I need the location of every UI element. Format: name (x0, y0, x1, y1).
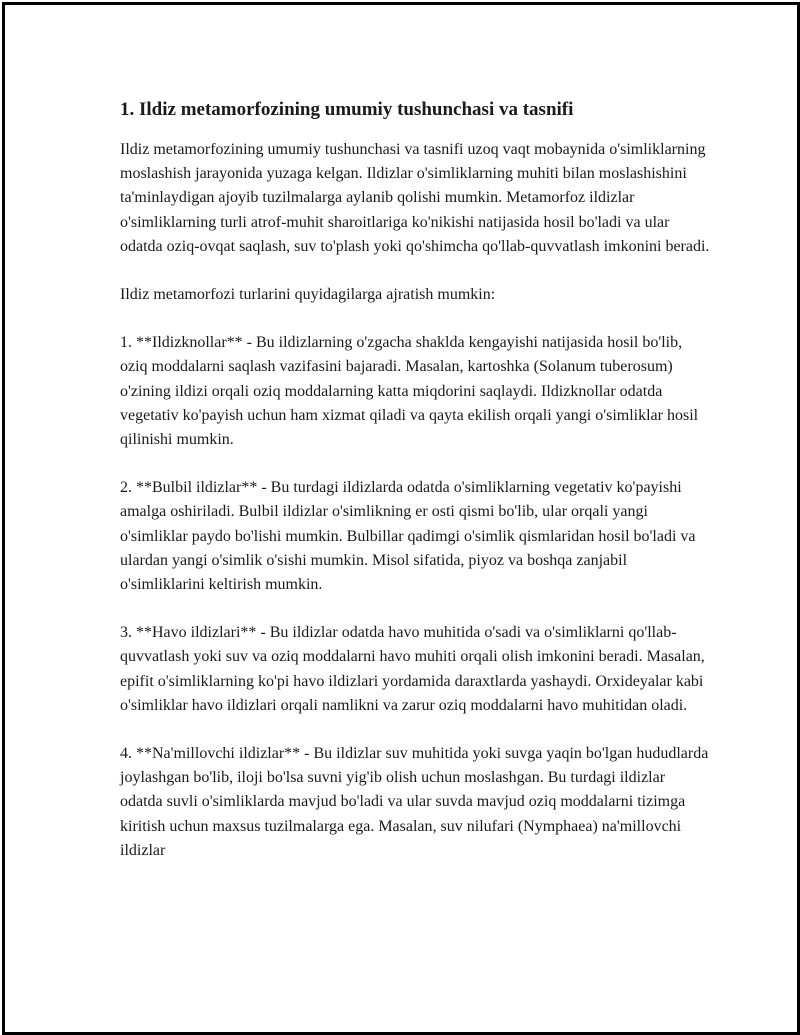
paragraph-intro: Ildiz metamorfozining umumiy tushunchasi va tasnifi uzoq vaqt mobaynida o'simliklarning moslashish jarayonida yuzaga kelgan. Ildizlar o'simliklarning muhiti bilan moslashishini ta'minlaydigan ajoyib tuzilmalarga aylanib qolishi mumkin. Metamorfoz ildizlar o'simliklarning turli atrof-muhit sharoitlariga ko'nikishi natijasida hosil bo'ladi va ular odatda oziq-ovqat saqlash, suv to'plash yoki qo'shimcha qo'llab-quvvatlash imkonini beradi. (120, 141, 710, 255)
document-body (120, 97, 710, 887)
page-frame (2, 2, 800, 1035)
paragraph-moisture-roots: 4. **Na'millovchi ildizlar** - Bu ildizlar suv muhitida yoki suvga yaqin bo'lgan hududlarda joylashgan bo'lib, iloji bo'lsa suvni yig'ib olish uchun moslashgan. Bu turdagi ildizlar odatda suvli o'simliklarda mavjud bo'ladi va ular suvda mavjud oziq moddalarni tizimga kiritish uchun maxsus tuzilmalarga ega. Masalan, suv nilufari (Nymphaea) na'millovchi ildizlar (120, 745, 709, 859)
paragraph-aerial-roots: 3. **Havo ildizlari** - Bu ildizlar odatda havo muhitida o'sadi va o'simliklarni qo'llab-quvvatlash yoki suv va oziq moddalarni havo muhiti orqali olish imkonini beradi. Masalan, epifit o'simliklarning ko'pi havo ildizlari yordamida daraxtlarda yashaydi. Orxideyalar kabi o'simliklar havo ildizlari orqali namlikni va zarur oziq moddalarni havo muhitidan oladi. (120, 624, 705, 714)
paragraph-tuberous-roots: 1. **Ildizknollar** - Bu ildizlarning o'zgacha shaklda kengayishi natijasida hosil bo'lib, oziq moddalarni saqlash vazifasini bajaradi. Masalan, kartoshka (Solanum tuberosum) o'zining ildizi orqali oziq moddalarning katta miqdorini saqlaydi. Ildizknollar odatda vegetativ ko'payish uchun ham xizmat qiladi va qayta ekilish orqali yangi o'simliklar hosil qilinishi mumkin. (120, 334, 699, 449)
paragraph-types-lead: Ildiz metamorfozi turlarini quyidagilarga ajratish mumkin: (120, 286, 496, 304)
paragraph-bulbil-roots: 2. **Bulbil ildizlar** - Bu turdagi ildizlarda odatda o'simliklarning vegetativ ko'payishi amalga oshiriladi. Bulbil ildizlar o'simlikning er osti qismi bo'lib, ular orqali yangi o'simliklar paydo bo'lishi mumkin. Bulbillar qadimgi o'simlik qismlaridan hosil bo'ladi va ulardan yangi o'simlik o'sishi mumkin. Misol sifatida, piyoz va boshqa zanjabil o'simliklarini keltirish mumkin. (120, 479, 696, 594)
page-title: 1. Ildiz metamorfozining umumiy tushunchasi va tasnifi (120, 99, 574, 120)
